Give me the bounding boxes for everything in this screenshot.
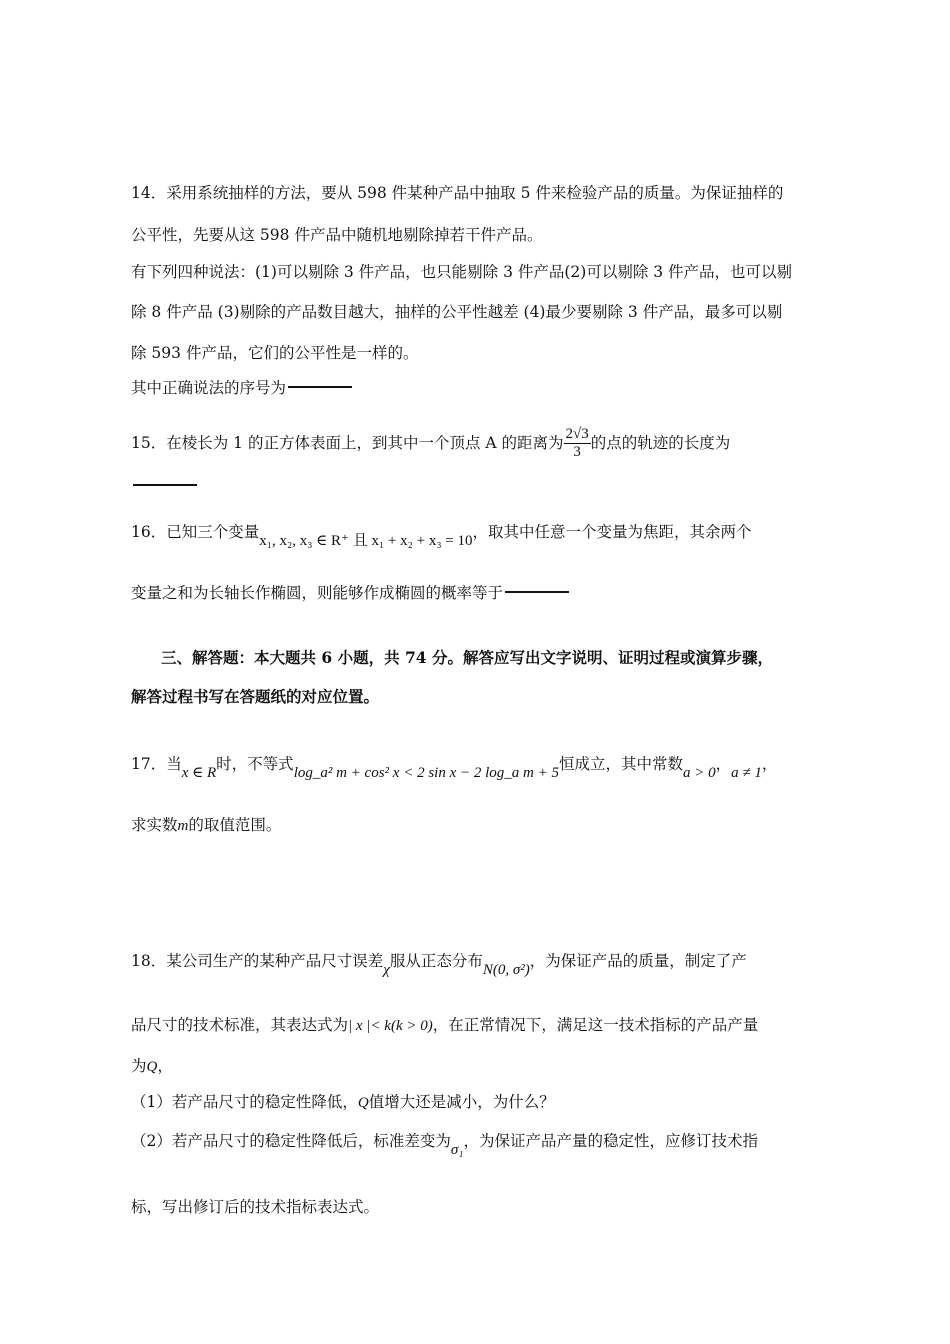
q17-line-2 [131, 815, 281, 836]
q14-line-4: 除 8 件产品 (3)剔除的产品数目越大，抽样的公平性越差 (4)最少要剔除 3 件产品，最多可以剔 [131, 303, 783, 321]
q15-text-before: 15．在棱长为 1 的正方体表面上，到其中一个顶点 A 的距离为 [131, 434, 564, 452]
q16-answer-blank [505, 591, 569, 593]
q18-text-1: 18．某公司生产的某种产品尺寸误差 [131, 952, 384, 970]
q14-answer-blank [288, 386, 352, 388]
q18-sub2-text-a: （2）若产品尺寸的稳定性降低后，标准差变为 [131, 1132, 451, 1150]
section3-heading-line-2: 解答过程书写在答题纸的对应位置。 [131, 687, 380, 706]
q18-line3-text-b: ， [157, 1057, 173, 1075]
q14-answer-prompt: 其中正确说法的序号为 [131, 379, 287, 397]
q16-line-1 [131, 522, 752, 549]
q15-answer-blank [133, 484, 197, 486]
q14-line-3: 有下列四种说法：(1)可以剔除 3 件产品，也只能剔除 3 件产品(2)可以剔除 3 件产品，也可以剔 [131, 263, 793, 281]
q16-line-2 [131, 583, 569, 603]
q17-constant-a-not-one: a ≠ 1 [731, 765, 762, 781]
q17-variable-m: m [177, 818, 189, 834]
q14-line-6 [131, 378, 352, 398]
q18-variable-x: χ [383, 962, 390, 978]
q18-sub2-text-b: ，为保证产品产量的稳定性，应修订技术指 [463, 1132, 759, 1150]
q15-text-after: 的点的轨迹的长度为 [590, 434, 731, 452]
q18-line2-text-a: 品尺寸的技术标准，其表达式为 [131, 1016, 349, 1034]
q18-expression: | x |< k(k > 0) [348, 1018, 433, 1034]
q18-sub1-text-a: （1）若产品尺寸的稳定性降低， [131, 1093, 358, 1111]
q17-line2-text-b: 的取值范围。 [188, 816, 282, 834]
q18-line-1 [131, 951, 747, 978]
q17-text-2: 时，不等式 [216, 755, 294, 773]
q16-formula: x₁, x₂, x₃ ∈ R⁺ 且 x₁ + x₂ + x₃ = 10 [259, 533, 473, 549]
q14-line-2: 公平性，先要从这 598 件产品中随机地剔除掉若干件产品。 [131, 226, 543, 244]
q18-subquestion-1 [131, 1092, 555, 1113]
q17-text-1: 17．当 [131, 755, 182, 773]
q18-last-line: 标，写出修订后的技术指标表达式。 [131, 1198, 380, 1216]
section3-heading-line-1: 三、解答题：本大题共 6 小题，共 74 分。解答应写出文字说明、证明过程或演算步骤， [161, 648, 773, 667]
q15-fraction [564, 426, 591, 461]
q18-text-2: 服从正态分布 [389, 952, 483, 970]
q18-sub1-variable-q: Q [357, 1095, 369, 1111]
q17-condition: x ∈ R [181, 765, 217, 781]
q15-fraction-denominator: 3 [573, 443, 581, 460]
q18-distribution: N(0, σ²) [482, 962, 530, 978]
q18-subquestion-2 [131, 1131, 759, 1158]
q18-line-3 [131, 1056, 173, 1077]
q18-line3-text-a: 为 [131, 1057, 147, 1075]
q18-text-3: ，为保证产品的质量，制定了产 [529, 952, 747, 970]
q17-inequality: log_a² m + cos² x < 2 sin x − 2 log_a m + 5 [293, 765, 559, 781]
q14-line-5: 除 593 件产品，它们的公平性是一样的。 [131, 344, 419, 362]
q18-sub1-text-b: 值增大还是减小，为什么？ [368, 1093, 555, 1111]
q17-line-1 [131, 754, 778, 781]
q16-text-before: 16．已知三个变量 [131, 523, 260, 541]
q17-end: ， [761, 755, 778, 773]
q17-line2-text-a: 求实数 [131, 816, 178, 834]
q18-line-2 [131, 1015, 758, 1036]
q18-line2-text-b: ，在正常情况下，满足这一技术指标的产品产量 [432, 1016, 759, 1034]
q14-line-1: 14．采用系统抽样的方法，要从 598 件某种产品中抽取 5 件来检验产品的质量。为保证抽样的 [131, 184, 784, 202]
q15-answer-line [133, 476, 197, 496]
q17-separator: ， [715, 755, 732, 773]
q17-constant-a-positive: a > 0 [683, 765, 716, 781]
q16-text-after: ，取其中任意一个变量为焦距，其余两个 [472, 523, 752, 541]
q17-text-3: 恒成立，其中常数 [559, 755, 684, 773]
q15-line-1 [131, 418, 730, 468]
q15-fraction-numerator: 2√3 [565, 425, 589, 442]
q18-sigma-1: σ₁ [450, 1142, 464, 1158]
q16-answer-prompt: 变量之和为长轴长作椭圆，则能够作成椭圆的概率等于 [131, 584, 504, 602]
q18-variable-q: Q [146, 1059, 158, 1075]
